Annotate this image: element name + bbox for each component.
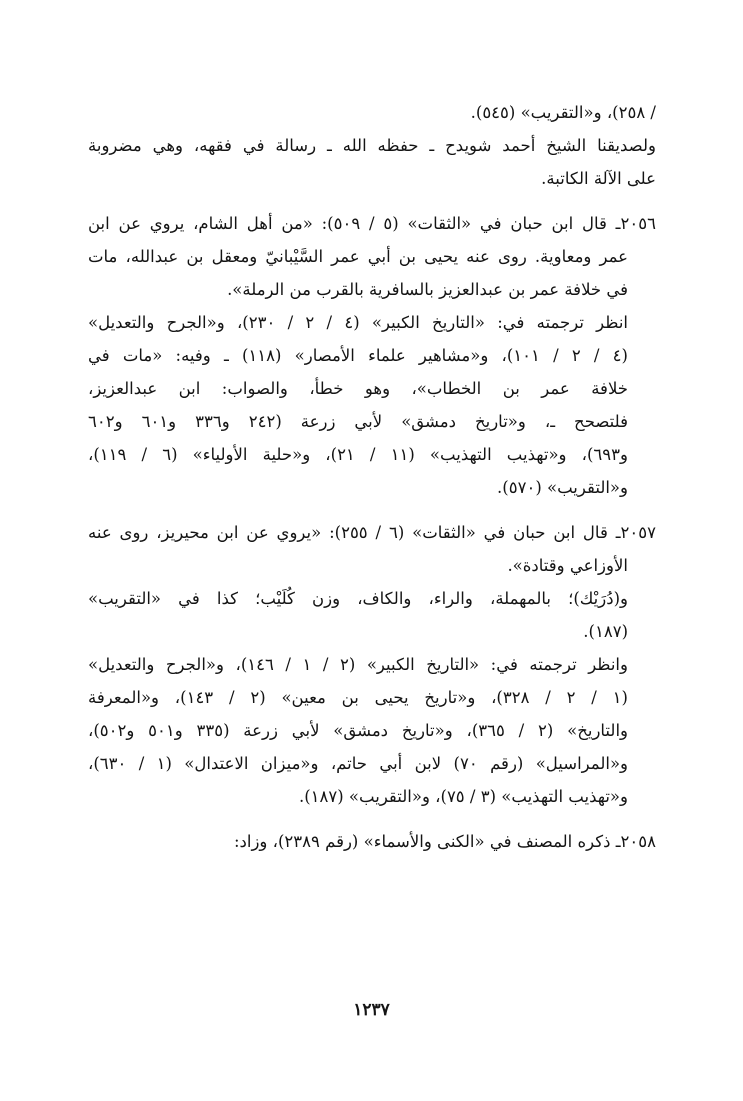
entry-2056 <box>88 207 656 504</box>
text-line: / ٢٥٨)، و«التقريب» (٥٤٥). <box>470 103 656 122</box>
text-line: انظر ترجمته في: «التاريخ الكبير» (٤ / ٢ / ٢٣٠)، و«الجرح والتعديل» <box>88 313 628 332</box>
text-line: و«تهذيب التهذيب» (٣ / ٧٥)، و«التقريب» (١٨٧). <box>298 787 628 806</box>
text-line: عمر ومعاوية. روى عنه يحيى بن أبي عمر السَّيْبانيّ ومعقل بن عبدالله، مات <box>88 247 628 266</box>
spacer <box>88 504 656 516</box>
entry-2057 <box>88 516 656 813</box>
text-line: و«المراسيل» (رقم ٧٠) لابن أبي حاتم، و«ميزان الاعتدال» (١ / ٦٣٠)، <box>88 754 629 773</box>
text-line: والتاريخ» (٢ / ٣٦٥)، و«تاريخ دمشق» لأبي زرعة (٣٣٥ و٥٠١ و٥٠٢)، <box>88 721 628 740</box>
entry-2058 <box>88 825 656 858</box>
text-line: على الآلة الكاتبة. <box>541 169 656 188</box>
text-line: خلافة عمر بن الخطاب»، وهو خطأ، والصواب: ابن عبدالعزيز، <box>88 379 628 398</box>
spacer <box>88 195 656 207</box>
text-line: و٦٩٣)، و«تهذيب التهذيب» (١١ / ٢١)، و«حلية الأولياء» (٦ / ١١٩)، <box>88 445 628 464</box>
text-line: (٤ / ٢ / ١٠١)، و«مشاهير علماء الأمصار» (١١٨) ـ وفيه: «مات في <box>88 346 628 365</box>
text-line: و«التقريب» (٥٧٠). <box>497 478 628 497</box>
text-line: فلتصحح ـ، و«تاريخ دمشق» لأبي زرعة (٢٤٢ و٣٣٦ و٦٠١ و٦٠٢ <box>88 412 628 431</box>
text-line: الأوزاعي وقتادة». <box>507 556 628 575</box>
page-body <box>88 96 656 858</box>
text-line: (١٨٧). <box>583 622 628 641</box>
text-line: ولصديقنا الشيخ أحمد شويدح ـ حفظه الله ـ رسالة في فقهه، وهي مضروبة <box>88 136 656 155</box>
text-line: في خلافة عمر بن عبدالعزيز بالسافرية بالقرب من الرملة». <box>227 280 628 299</box>
text-line: و(دُرَيْك)؛ بالمهملة، والراء، والكاف، وزن كُلَيْب؛ كذا في «التقريب» <box>88 589 628 608</box>
intro-paragraph <box>88 96 656 195</box>
spacer <box>88 813 656 825</box>
entry-heading-line: ٢٠٥٨ـ ذكره المصنف في «الكنى والأسماء» (رقم ٢٣٨٩)، وزاد: <box>233 832 656 851</box>
text-line: وانظر ترجمته في: «التاريخ الكبير» (٢ / ١ / ١٤٦)، و«الجرح والتعديل» <box>88 655 628 674</box>
entry-heading-line: ٢٠٥٦ـ قال ابن حبان في «الثقات» (٥ / ٥٠٩): «من أهل الشام، يروي عن ابن <box>88 214 656 233</box>
page-number: ١٢٣٧ <box>353 1000 390 1020</box>
entry-heading-line: ٢٠٥٧ـ قال ابن حبان في «الثقات» (٦ / ٢٥٥): «يروي عن ابن محيريز، روى عنه <box>88 523 656 542</box>
text-line: (١ / ٢ / ٣٢٨)، و«تاريخ يحيى بن معين» (٢ / ١٤٣)، و«المعرفة <box>88 688 628 707</box>
